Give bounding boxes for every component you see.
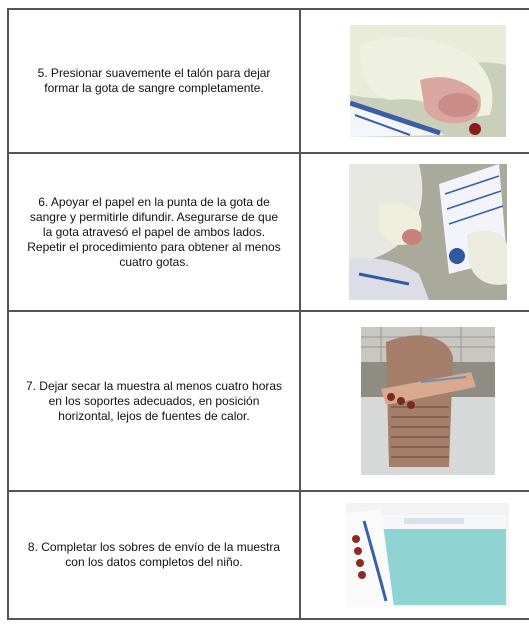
step-row <box>8 311 529 491</box>
step-text: 5. Presionar suavemente el talón para dejar formar la gota de sangre completamente. <box>8 9 300 153</box>
step-image-cell <box>300 311 529 491</box>
step-text: 7. Dejar secar la muestra al menos cuatro horas en los soportes adecuados, en posición horizontal, lejos de fuentes de calor. <box>8 311 300 491</box>
heel-prick-photo <box>350 25 506 137</box>
step-image-cell <box>300 491 529 619</box>
step-image-cell <box>300 153 529 311</box>
step-image-cell <box>300 9 529 153</box>
blood-drop-on-card-photo <box>349 164 507 300</box>
step-row <box>8 9 529 153</box>
step-row <box>8 491 529 619</box>
instructions-table <box>7 8 529 620</box>
step-text: 6. Apoyar el papel en la punta de la gota de sangre y permitirle difundir. Asegurarse de que la gota atravesó el papel de ambos lados. Repetir el procedimiento para obtener al menos cuatro gotas. <box>8 153 300 311</box>
mailing-envelope-photo <box>346 503 509 607</box>
step-row <box>8 153 529 311</box>
step-text: 8. Completar los sobres de envío de la muestra con los datos completos del niño. <box>8 491 300 619</box>
drying-rack-photo <box>361 327 495 475</box>
